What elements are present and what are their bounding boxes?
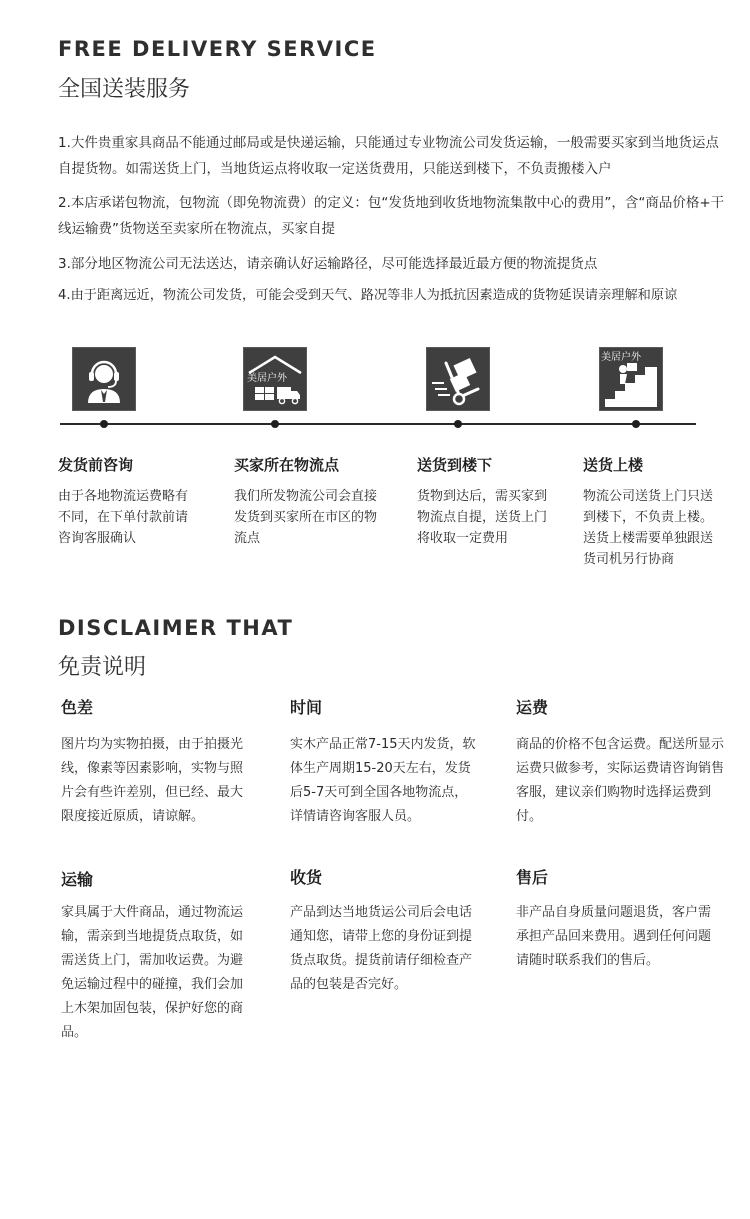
disclaimer-item-body: 商品的价格不包含运费。配送所显示运费只做参考，实际运费请咨询销售客服，建议亲们购物时选择运费到付。 — [516, 737, 725, 824]
warehouse-truck-icon — [243, 347, 307, 411]
timeline-dot — [454, 420, 462, 428]
step-title: 发货前咨询 — [58, 456, 134, 474]
disclaimer-item-title: 收货 — [290, 868, 323, 887]
disclaimer-item-body: 图片均为实物拍摄，由于拍摄光线，像素等因素影响，实物与照片会有些许差别，但已经、最大限度接近原质，请谅解。 — [61, 737, 244, 824]
delivery-cn-title: 全国送装服务 — [58, 77, 191, 102]
timeline-dot — [632, 420, 640, 428]
timeline-dot — [100, 420, 108, 428]
disclaimer-item-body: 产品到达当地货运公司后会电话通知您，请带上您的身份证到提货点取货。提货前请仔细检查产品的包装是否完好。 — [290, 905, 473, 992]
step-desc: 我们所发物流公司会直接发货到买家所在市区的物流点 — [234, 489, 378, 546]
timeline-dot — [271, 420, 279, 428]
step-desc: 货物到达后，需买家到物流点自提，送货上门将收取一定费用 — [417, 489, 548, 546]
disclaimer-item-title: 运输 — [61, 870, 94, 889]
icon-watermark-text: 美居户外 — [247, 373, 287, 384]
disclaimer-item-body: 实木产品正常7-15天内发货，软体生产周期15-20天左右，发货后5-7天可到全国各地物流点，详情请咨询客服人员。 — [290, 737, 476, 824]
delivery-rule-3: 3.部分地区物流公司无法送达，请亲确认好运输路径，尽可能选择最近最方便的物流提货点 — [58, 256, 598, 272]
customer-service-headset-icon — [72, 347, 136, 411]
disclaimer-item-title: 色差 — [61, 698, 94, 717]
disclaimer-cn-title: 免责说明 — [58, 655, 147, 680]
disclaimer-en-title: DISCLAIMER THAT — [58, 616, 294, 640]
step-title: 买家所在物流点 — [234, 456, 340, 474]
disclaimer-item-title: 售后 — [516, 868, 549, 887]
delivery-rule-1: 1.大件贵重家具商品不能通过邮局或是快递运输，只能通过专业物流公司发货运输，一般需要买家到当地货运点自提货物。如需送货上门，当地货运点将收取一定送货费用，只能送到楼下，不负责搬楼入户 — [58, 135, 719, 177]
disclaimer-item-body: 家具属于大件商品，通过物流运输，需亲到当地提货点取货，如需送货上门，需加收运费。为避免运输过程中的碰撞，我们会加上木架加固包装，保护好您的商品。 — [61, 905, 244, 1040]
delivery-rule-2: 2.本店承诺包物流，包物流（即免物流费）的定义：包“发货地到收货地物流集散中心的费用”，含“商品价格+干线运输费”货物送至卖家所在物流点，买家自提 — [58, 195, 725, 237]
disclaimer-item-title: 运费 — [516, 698, 549, 717]
delivery-rule-4: 4.由于距离远近，物流公司发货，可能会受到天气、路况等非人为抵抗因素造成的货物延误请亲理解和原谅 — [58, 288, 678, 303]
step-title: 送货到楼下 — [417, 456, 493, 474]
icon-watermark-text: 美居户外 — [601, 352, 641, 363]
disclaimer-item-body: 非产品自身质量问题退货，客户需承担产品回来费用。遇到任何问题请随时联系我们的售后。 — [516, 905, 712, 968]
disclaimer-item-title: 时间 — [290, 698, 323, 717]
timeline-line — [60, 423, 696, 425]
step-desc: 物流公司送货上门只送到楼下，不负责上楼。送货上楼需要单独跟送货司机另行协商 — [583, 489, 714, 567]
step-title: 送货上楼 — [583, 456, 644, 474]
delivery-en-title: FREE DELIVERY SERVICE — [58, 37, 377, 61]
stairs-delivery-icon — [599, 347, 663, 411]
step-desc: 由于各地物流运费略有不同，在下单付款前请咨询客服确认 — [58, 489, 189, 546]
hand-truck-icon — [426, 347, 490, 411]
